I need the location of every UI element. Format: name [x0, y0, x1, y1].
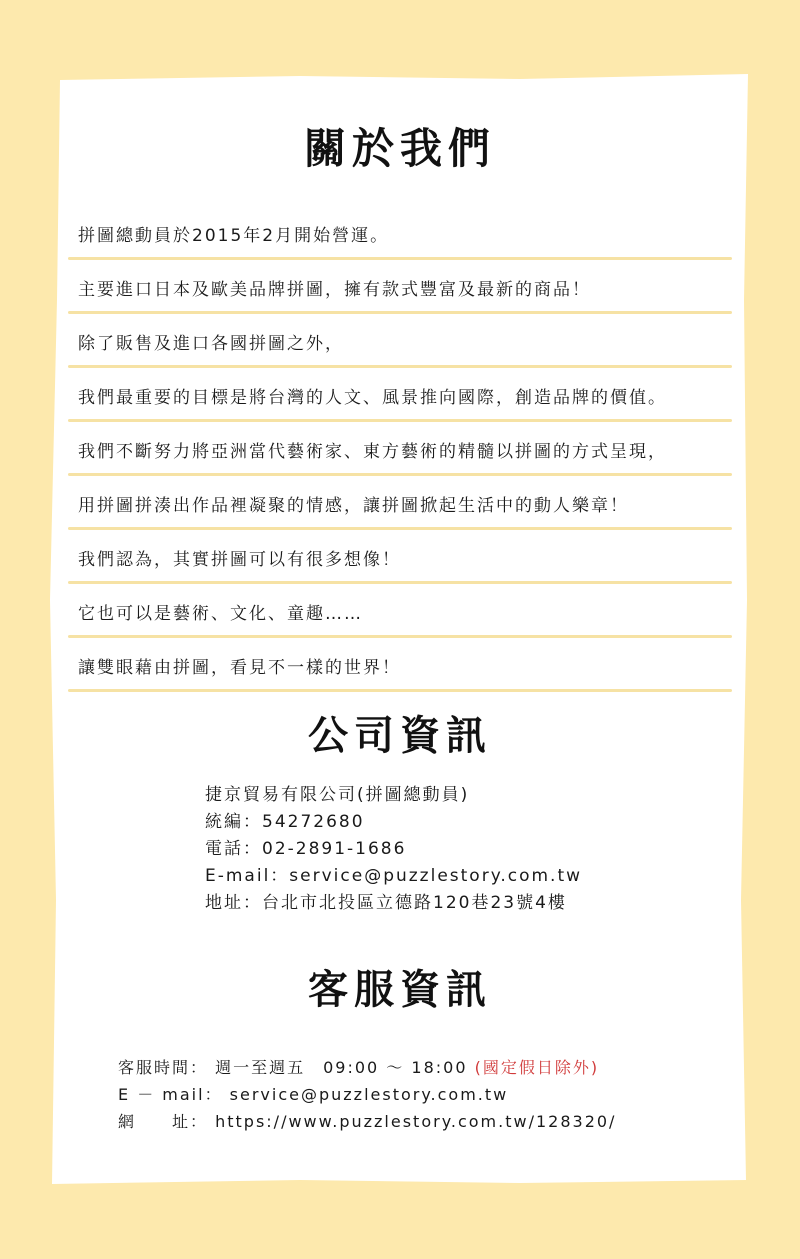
service-hours-value: 週一至週五 09:00 ～ 18:00 — [215, 1058, 468, 1077]
company-info — [205, 782, 582, 917]
company-address: 地址：台北市北投區立德路120巷23號4樓 — [205, 893, 567, 913]
service-hours-row — [118, 1054, 616, 1081]
company-email[interactable]: E-mail：service@puzzlestory.com.tw — [205, 866, 583, 886]
about-line-text: 主要進口日本及歐美品牌拼圖，擁有款式豐富及最新的商品！ — [78, 280, 591, 300]
service-email-value[interactable]: service@puzzlestory.com.tw — [229, 1085, 509, 1104]
company-info-title: 公司資訊 — [308, 713, 492, 759]
about-line — [68, 206, 732, 260]
service-hours-note: (國定假日除外) — [474, 1058, 600, 1077]
company-tax-id: 統編：54272680 — [205, 812, 365, 832]
about-line — [68, 314, 732, 368]
service-url-label: 網 址： — [118, 1112, 209, 1131]
about-line-text: 用拼圖拼湊出作品裡凝聚的情感，讓拼圖掀起生活中的動人樂章！ — [78, 496, 629, 516]
service-email-row — [118, 1081, 616, 1108]
about-line — [68, 476, 732, 530]
company-name: 捷京貿易有限公司(拼圖總動員) — [205, 785, 470, 805]
about-line-text: 我們最重要的目標是將台灣的人文、風景推向國際，創造品牌的價值。 — [78, 388, 667, 408]
service-info-title: 客服資訊 — [308, 967, 492, 1013]
about-line — [68, 260, 732, 314]
about-line-text: 除了販售及進口各國拼圖之外， — [78, 334, 344, 354]
about-lines — [68, 206, 732, 692]
service-url-value[interactable]: https://www.puzzlestory.com.tw/128320/ — [215, 1112, 617, 1131]
about-line-text: 讓雙眼藉由拼圖，看見不一樣的世界！ — [78, 658, 401, 678]
about-title: 關於我們 — [303, 124, 496, 173]
about-line-text: 我們不斷努力將亞洲當代藝術家、東方藝術的精髓以拼圖的方式呈現， — [78, 442, 667, 462]
about-line-text: 它也可以是藝術、文化、童趣…… — [78, 604, 363, 624]
about-line-text: 我們認為，其實拼圖可以有很多想像！ — [78, 550, 401, 570]
line-rule — [68, 689, 732, 692]
about-line — [68, 584, 732, 638]
service-info — [118, 1054, 616, 1135]
about-line — [68, 638, 732, 692]
service-url-row — [118, 1108, 616, 1135]
service-hours-label: 客服時間： — [118, 1058, 209, 1077]
about-line — [68, 422, 732, 476]
company-phone[interactable]: 電話：02-2891-1686 — [205, 839, 407, 859]
about-line — [68, 368, 732, 422]
about-line-text: 拼圖總動員於2015年2月開始營運。 — [78, 226, 390, 246]
service-email-label: E － mail： — [118, 1085, 223, 1104]
about-line — [68, 530, 732, 584]
